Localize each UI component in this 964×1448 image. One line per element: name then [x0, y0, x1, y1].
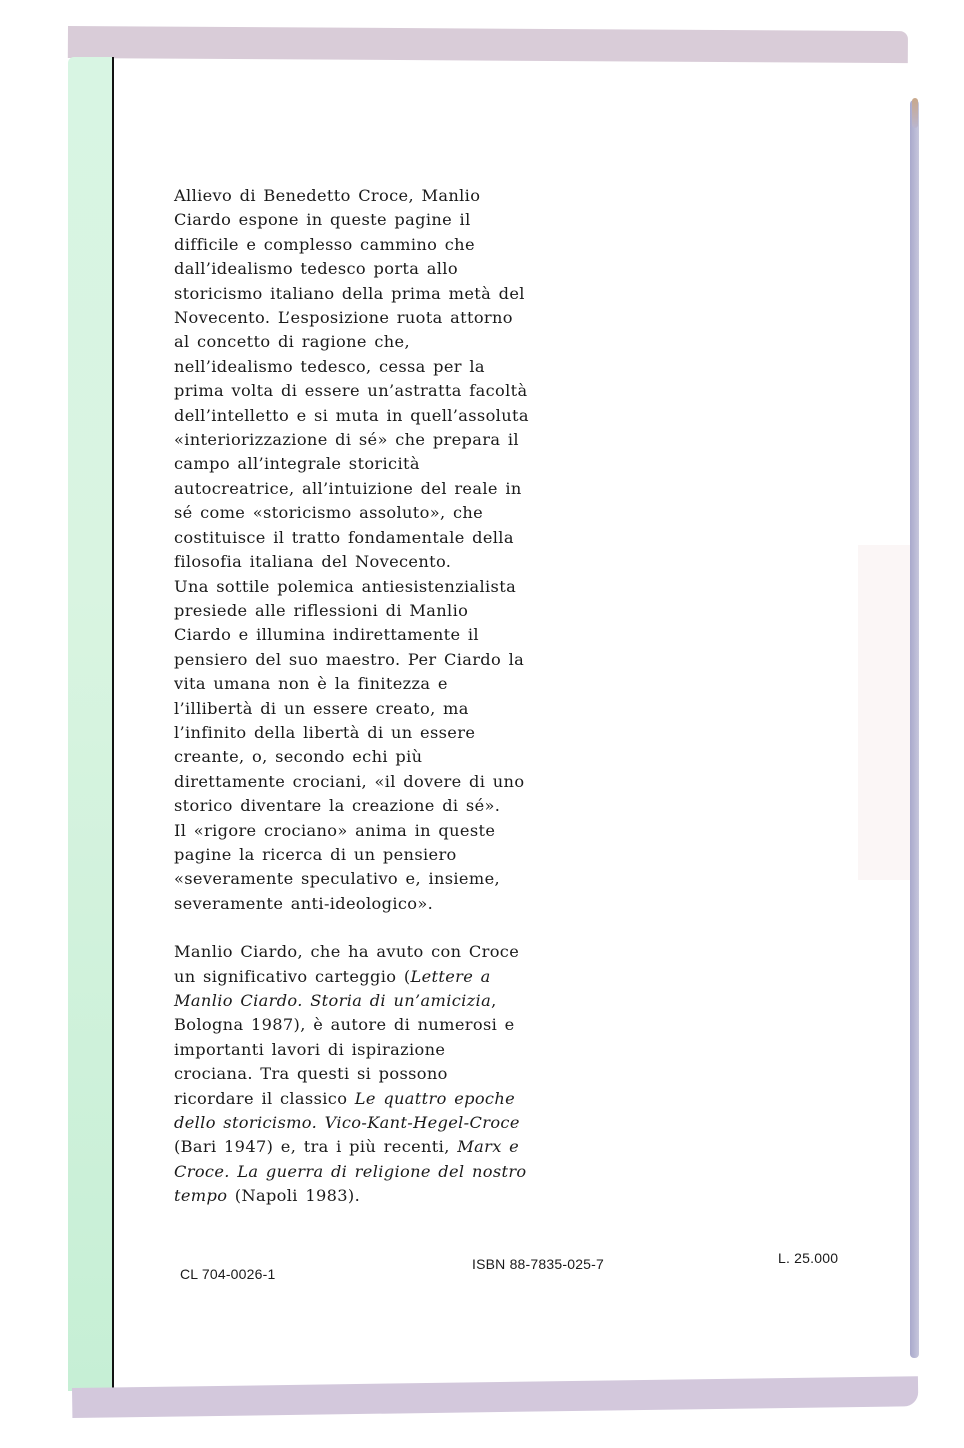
cover-spine-strip — [68, 57, 114, 1391]
bio-text: , — [491, 991, 497, 1010]
blurb-line: Ciardo espone in queste pagine il — [174, 210, 471, 230]
blurb-line: pagine la ricerca di un pensiero — [174, 844, 457, 864]
blurb-line: campo all’integrale storicità — [174, 454, 420, 474]
bio-line — [174, 1087, 534, 1111]
blurb-line: nell’idealismo tedesco, cessa per la — [174, 356, 485, 376]
blurb-line: prima volta di essere un’astratta facoltà — [174, 381, 528, 401]
book-title-italic: Manlio Ciardo. Storia di un’amicizia — [174, 991, 492, 1010]
blurb-line: Il «rigore crociano» anima in queste — [174, 820, 496, 840]
bio-line: importanti lavori di ispirazione — [174, 1039, 446, 1059]
spine-fold-line — [112, 57, 114, 1391]
bio-line: dello storicismo. Vico-Kant-Hegel-Croce — [174, 1113, 520, 1133]
bio-line: Bologna 1987), è autore di numerosi e — [174, 1015, 515, 1035]
blurb-line: dell’intelletto e si muta in quell’assoluta — [174, 405, 529, 425]
blurb-line: Novecento. L’esposizione ruota attorno — [174, 308, 513, 328]
blurb-line: costituisce il tratto fondamentale della — [174, 527, 514, 547]
label-residue — [858, 545, 910, 880]
blurb-line: storicismo italiano della prima metà del — [174, 283, 525, 303]
back-cover-blurb — [174, 184, 534, 1209]
blurb-line: dall’idealismo tedesco porta allo — [174, 259, 458, 279]
bio-line: Manlio Ciardo, che ha avuto con Croce — [174, 942, 520, 962]
cover-bottom-edge — [72, 1376, 918, 1418]
blurb-line: Ciardo e illumina indirettamente il — [174, 625, 479, 645]
book-title-italic: Le quattro epoche — [354, 1088, 516, 1108]
blurb-line: Una sottile polemica antiesistenzialista — [174, 576, 517, 596]
cover-right-edge-wear — [912, 98, 918, 128]
blurb-line: direttamente crociani, «il dovere di uno — [174, 771, 525, 791]
bio-line — [174, 989, 534, 1013]
price-label: L. 25.000 — [778, 1250, 839, 1266]
bio-line: crociana. Tra questi si possono — [174, 1064, 448, 1084]
blurb-line: severamente anti-ideologico». — [174, 893, 434, 913]
blurb-line: storico diventare la creazione di sé». — [174, 796, 501, 816]
blurb-paragraph-2 — [174, 940, 534, 1208]
bio-text: ricordare il classico — [174, 1088, 355, 1108]
cover-right-edge — [910, 100, 919, 1358]
blurb-paragraph-1 — [174, 184, 534, 916]
blurb-line: difficile e complesso cammino che — [174, 234, 475, 254]
bio-text: (Bari 1947) e, tra i più recenti, — [174, 1137, 458, 1157]
blurb-line: l’illibertà di un essere creato, ma — [174, 698, 469, 718]
blurb-line: «interiorizzazione di sé» che prepara il — [174, 430, 519, 450]
blurb-line: creante, o, secondo echi più — [174, 747, 423, 767]
bio-line: Croce. La guerra di religione del nostro — [174, 1161, 527, 1181]
catalog-code: CL 704-0026-1 — [180, 1266, 276, 1282]
blurb-line: sé come «storicismo assoluto», che — [174, 503, 484, 523]
blurb-line: vita umana non è la finitezza e — [174, 674, 448, 694]
blurb-line: pensiero del suo maestro. Per Ciardo la — [174, 649, 525, 669]
book-title-italic: tempo — [174, 1186, 228, 1206]
bio-line — [174, 1135, 534, 1159]
bio-text: (Napoli 1983). — [227, 1186, 361, 1206]
blurb-line: filosofia italiana del Novecento. — [174, 552, 452, 572]
blurb-line: al concetto di ragione che, — [174, 332, 410, 352]
bio-line — [174, 1184, 534, 1208]
blurb-line: «severamente speculativo e, insieme, — [174, 869, 500, 889]
cover-top-edge — [68, 26, 908, 63]
blurb-line: l’infinito della libertà di un essere — [174, 722, 476, 742]
blurb-line: Allievo di Benedetto Croce, Manlio — [174, 186, 481, 205]
book-title-italic: Marx e — [457, 1137, 520, 1157]
blurb-line: autocreatrice, all’intuizione del reale in — [174, 478, 522, 498]
isbn-number: ISBN 88-7835-025-7 — [472, 1256, 605, 1272]
book-title-italic: Lettere a — [410, 966, 491, 986]
bio-line — [174, 965, 534, 989]
blurb-line: presiede alle riflessioni di Manlio — [174, 600, 469, 620]
bio-text: un significativo carteggio ( — [174, 966, 411, 986]
